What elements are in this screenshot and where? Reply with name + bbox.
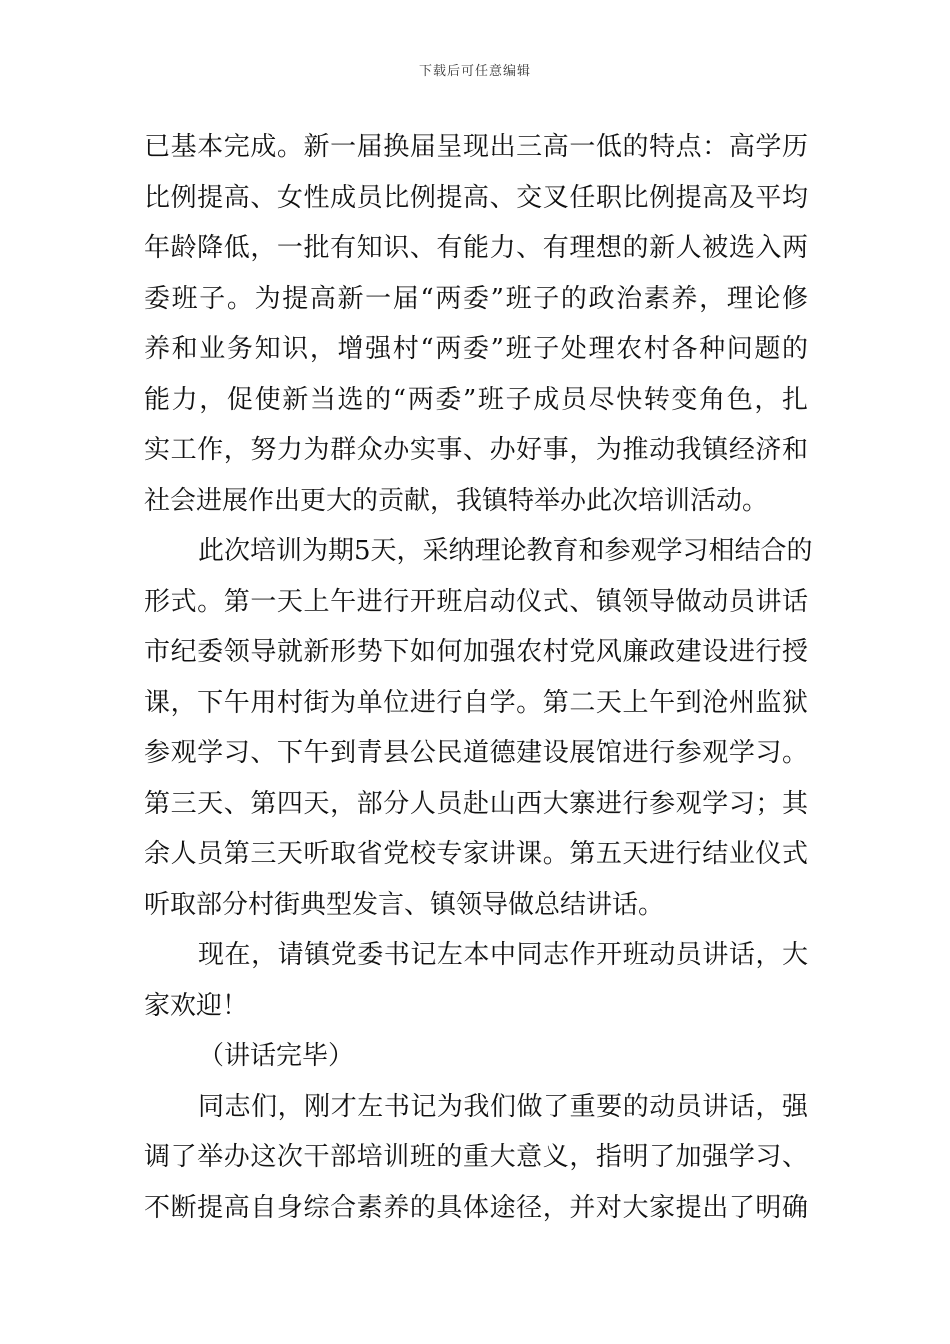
paragraph-3 <box>144 930 808 1031</box>
text-line: 已基本完成。新一届换届呈现出三高一低的特点：高学历 <box>144 132 808 162</box>
text-line: 委班子。为提高新一届“两委”班子的政治素养，理论修 <box>144 283 808 314</box>
text-line: 听取部分村街典型发言、镇领导做总结讲话。 <box>144 889 665 920</box>
paragraph-5 <box>144 1082 808 1234</box>
text-line: 现在，请镇党委书记左本中同志作开班动员讲话，大 <box>198 940 808 970</box>
text-line: 社会进展作出更大的贡献，我镇特举办此次培训活动。 <box>144 485 769 516</box>
text-line: 能力，促使新当选的“两委”班子成员尽快转变角色，扎 <box>144 384 808 415</box>
text-line: 余人员第三天听取省党校专家讲课。第五天进行结业仪式 <box>144 839 808 869</box>
text-line: 实工作，努力为群众办实事、办好事，为推动我镇经济和 <box>144 435 808 465</box>
text-line: 养和业务知识，增强村“两委”班子处理农村各种问题的 <box>144 334 808 364</box>
paragraph-2 <box>144 526 813 930</box>
text-line: 形式。第一天上午进行开班启动仪式、镇领导做动员讲话 <box>144 586 808 617</box>
text-line: 市纪委领导就新形势下如何加强农村党风廉政建设进行授 <box>144 637 808 667</box>
page-header: 下载后可任意编辑 <box>418 64 531 79</box>
text-line: 第三天、第四天，部分人员赴山西大寨进行参观学习；其 <box>144 788 808 819</box>
text-line: 年龄降低，一批有知识、有能力、有理想的新人被选入两 <box>144 233 808 263</box>
text-line: 参观学习、下午到青县公民道德建设展馆进行参观学习。 <box>144 738 808 768</box>
text-line: 家欢迎！ <box>144 990 249 1021</box>
paragraph-1 <box>144 122 808 526</box>
paragraph-4 <box>144 1031 808 1082</box>
text-line: 同志们，刚才左书记为我们做了重要的动员讲话，强 <box>198 1091 808 1122</box>
document-body <box>144 122 813 1233</box>
text-line: 不断提高自身综合素养的具体途径，并对大家提出了明确 <box>144 1192 808 1223</box>
text-line: 比例提高、女性成员比例提高、交叉任职比例提高及平均 <box>144 182 808 213</box>
text-line: 此次培训为期5天，采纳理论教育和参观学习相结合的 <box>198 536 813 566</box>
stage-note: （讲话完毕） <box>198 1041 355 1071</box>
text-line: 课，下午用村街为单位进行自学。第二天上午到沧州监狱 <box>144 687 808 718</box>
text-line: 调了举办这次干部培训班的重大意义，指明了加强学习、 <box>144 1142 808 1172</box>
